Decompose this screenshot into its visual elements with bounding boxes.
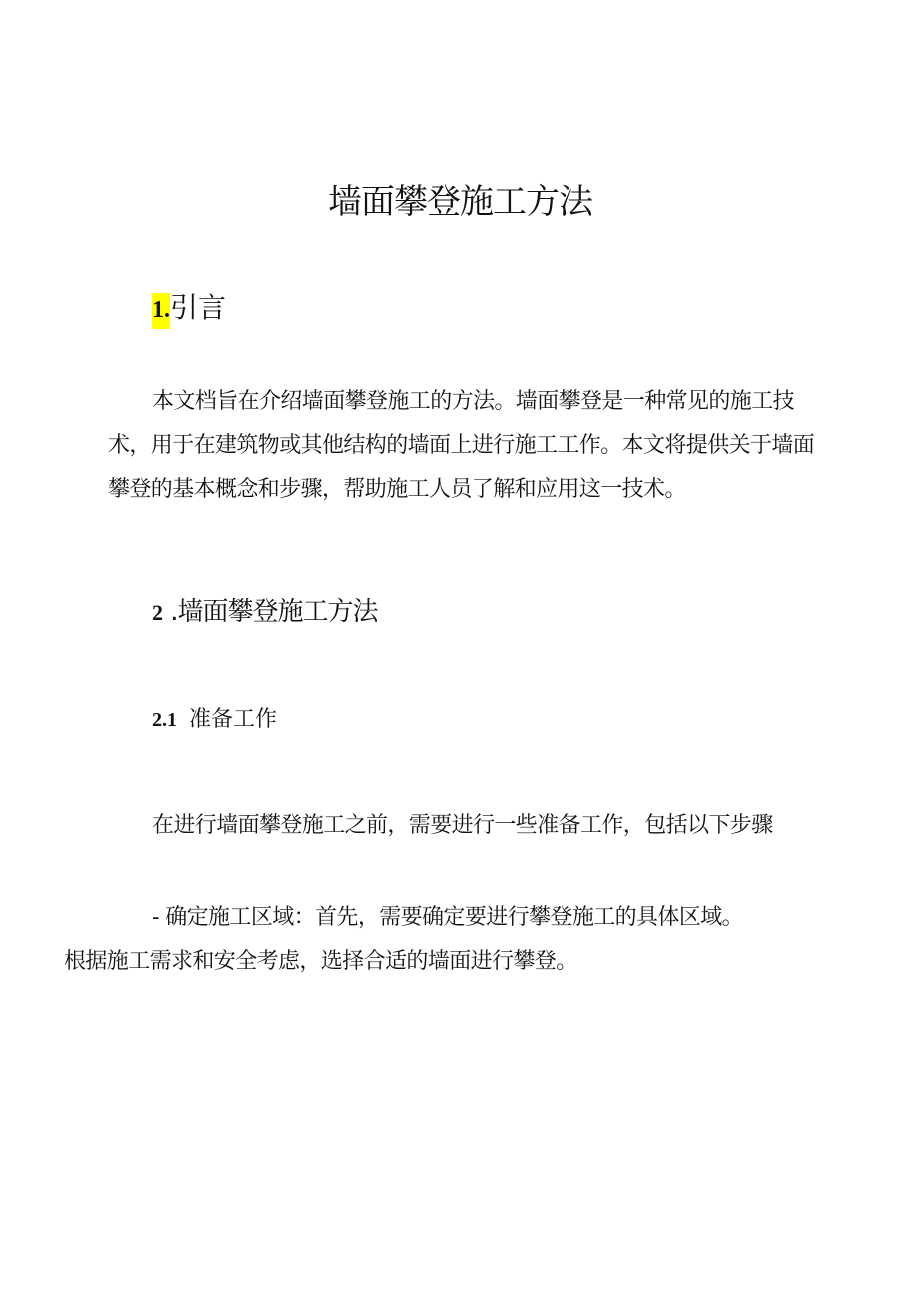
section-2-title: .墙面攀登施工方法 — [163, 597, 378, 627]
subsection-2-1-step — [64, 896, 826, 984]
section-2-number: 2 — [152, 600, 163, 625]
subsection-2-1-number: 2.1 — [152, 709, 177, 731]
subsection-2-1-heading — [152, 703, 277, 737]
section-1-title: 引言 — [170, 291, 227, 324]
document-title: 墙面攀登施工方法 — [328, 182, 592, 222]
step-line-2: 根据施工需求和安全考虑，选择合适的墙面进行攀登。 — [64, 949, 578, 974]
subsection-2-1-intro: 在进行墙面攀登施工之前，需要进行一些准备工作，包括以下步骤 — [152, 813, 773, 838]
subsection-2-1-title: 准备工作 — [189, 707, 278, 732]
section-1-heading — [152, 288, 226, 330]
section-1-paragraph: 本文档旨在介绍墙面攀登施工的方法。墙面攀登是一种常见的施工技术，用于在建筑物或其他结构的墙面上进行施工工作。本文将提供关于墙面攀登的基本概念和步骤，帮助施工人员了解和应用这一技术。 — [108, 389, 815, 502]
section-1-number: 1. — [152, 293, 170, 329]
section-2-heading — [152, 592, 378, 633]
step-line-1: - 确定施工区域：首先，需要确定要进行攀登施工的具体区域。 — [152, 905, 744, 930]
